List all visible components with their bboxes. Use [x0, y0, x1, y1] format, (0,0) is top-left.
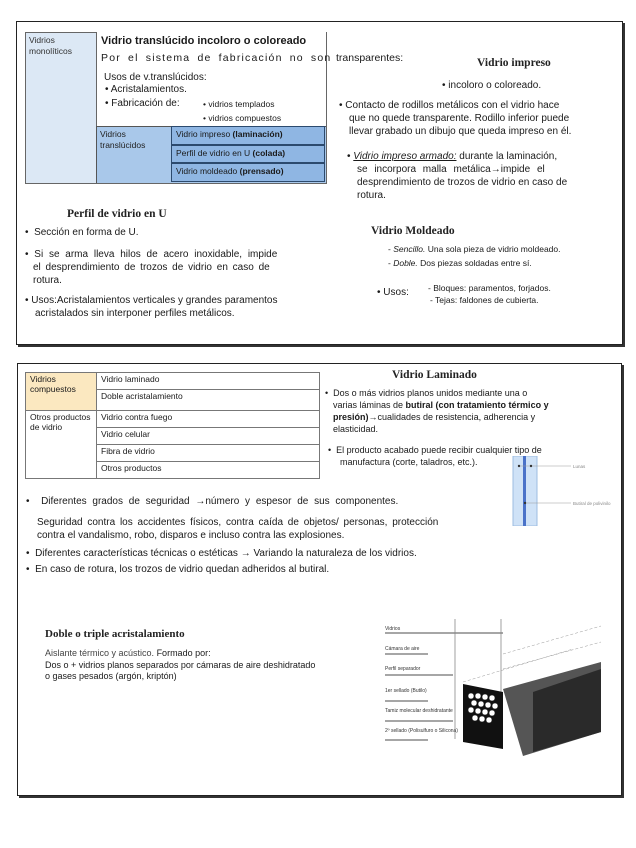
desiccant-bead: [482, 694, 488, 700]
table-row: Otros productos: [97, 462, 320, 479]
desiccant-bead: [489, 710, 495, 716]
diagram-label: Cámara de aire: [385, 646, 420, 652]
table-row: Vidrio contra fuego: [97, 411, 320, 428]
perfil-bullet: • Usos:Acristalamientos verticales y grandes paramentos acristalados sin interponer perfiles metálicos.: [25, 295, 278, 319]
impreso-armado: • Vidrio impreso armado: durante la laminación, se incorpora malla metálica→impide el desprendimiento de trozos de vidrio en caso de rotura.: [347, 151, 568, 201]
impreso-bullet: • Contacto de rodillos metálicos con el vidrio hace que no quede transparente. Rodillo inferior puede llevar grabado un dibujo que queda impreso en él.: [339, 100, 572, 137]
fabricacion-sub-item: • vidrios compuestos: [203, 113, 282, 123]
translucidos-label: Vidrios translúcidos: [100, 129, 146, 150]
table-row: Doble acristalamiento: [97, 390, 320, 411]
table-row: Vidrio laminado: [97, 373, 320, 390]
moldeado-usos-label: • Usos:: [377, 287, 409, 298]
doble-description: Aislante térmico y acústico. Formado por: Dos o + vidrios planos separados por cámaras de aire deshidratado o gases pesados (argón, kriptón): [45, 648, 316, 681]
desiccant-bead: [475, 708, 481, 714]
desiccant-bead: [478, 701, 484, 707]
table-row: Vidrio celular: [97, 428, 320, 445]
marker-dot: [518, 465, 520, 467]
desiccant-bead: [468, 707, 474, 713]
compuestos-table: [25, 372, 320, 479]
fabricacion-text: Por el sistema de fabricación no son: [101, 52, 332, 64]
fabricacion-text-cont: transparentes:: [336, 52, 404, 64]
impreso-title: Vidrio impreso: [477, 57, 551, 69]
table-row: Fibra de vidrio: [97, 445, 320, 462]
otros-label: Otros productos de vidrio: [26, 411, 97, 479]
slide-vidrios-compuestos: [17, 363, 622, 796]
perfil-title: Perfil de vidrio en U: [67, 208, 167, 220]
fabricacion-sub-item: • vidrios templados: [203, 99, 275, 109]
marker-dot: [524, 502, 526, 504]
perfil-bullet: • Sección en forma de U.: [25, 227, 139, 238]
desiccant-bead: [471, 700, 477, 706]
seguridad-bullet: • En caso de rotura, los trozos de vidrio quedan adheridos al butiral.: [26, 564, 330, 575]
perfil-bullet: • Si se arma lleva hilos de acero inoxidable, impide el desprendimiento de trozos de vidrio en caso de rotura.: [25, 249, 278, 286]
moldeado-item: - Doble. Dos piezas soldadas entre sí.: [388, 258, 532, 268]
glass-outline: [503, 626, 601, 654]
laminado-bullet: • Dos o más vidrios planos unidos mediante una o varias láminas de butiral (con tratamiento térmico y presión)→cualidades de resistencia, adherencia y elasticidad.: [325, 388, 549, 434]
diagram-label: Tamiz molecular deshidratante: [385, 708, 453, 714]
translucidos-row: Perfil de vidrio en U (colada): [171, 145, 325, 163]
monoliticos-label: Vidrios monolíticos: [29, 35, 72, 56]
laminated-glass-diagram: [511, 456, 611, 526]
desiccant-bead: [468, 693, 474, 699]
desiccant-bead: [472, 715, 478, 721]
desiccant-bead: [489, 695, 495, 701]
seguridad-bullet: • Diferentes características técnicas o estéticas → Variando la naturaleza de los vidrios.: [26, 548, 417, 559]
impreso-bullet: • incoloro o coloreado.: [442, 80, 542, 91]
compuestos-label: Vidrios compuestos: [26, 373, 97, 411]
moldeado-item: - Sencillo. Una sola pieza de vidrio moldeado.: [388, 244, 561, 254]
desiccant-bead: [485, 702, 491, 708]
translucido-title: Vidrio translúcido incoloro o coloreado: [101, 35, 307, 47]
desiccant-bead: [492, 703, 498, 709]
desiccant-bead: [486, 717, 492, 723]
laminado-bullet: • El producto acabado puede recibir cualquier tipo de manufactura (corte, taladros, etc.).: [328, 445, 542, 467]
seguridad-paragraph: Seguridad contra los accidentes físicos, contra caída de objetos/ personas, protección contra el vandalismo, robo, disparos e incluso contra las explosiones.: [37, 517, 439, 541]
butiral-layer: [523, 456, 526, 526]
desiccant-bead: [482, 709, 488, 715]
diagram-label: Lunas: [573, 464, 586, 469]
diagram-label: Butiral de polivinilo: [573, 501, 611, 506]
laminado-title: Vidrio Laminado: [392, 369, 477, 381]
usos-item: • Fabricación de:: [105, 98, 180, 109]
marker-dot: [530, 465, 532, 467]
seguridad-bullet: • Diferentes grados de seguridad →número y espesor de sus componentes.: [26, 496, 399, 507]
diagram-label: Perfil separador: [385, 666, 421, 672]
moldeado-title: Vidrio Moldeado: [371, 225, 455, 237]
moldeado-usos-item: - Tejas: faldones de cubierta.: [430, 295, 539, 305]
diagram-label: 2º sellado (Polisulfuro o Silicona): [385, 728, 458, 734]
diagram-label: 1er sellado (Butilo): [385, 688, 427, 694]
usos-item: • Acristalamientos.: [105, 84, 187, 95]
double-glazing-diagram: [383, 614, 608, 764]
desiccant-bead: [475, 693, 481, 699]
diagram-label: Vidrios: [385, 626, 401, 632]
doble-title: Doble o triple acristalamiento: [45, 628, 185, 640]
desiccant-bead: [479, 716, 485, 722]
slide-vidrios-monoliticos: [16, 21, 623, 345]
translucidos-row: Vidrio moldeado (prensado): [171, 163, 325, 182]
translucidos-row: Vidrio impreso (laminación): [171, 126, 325, 145]
moldeado-usos-item: - Bloques: paramentos, forjados.: [428, 283, 551, 293]
usos-title: Usos de v.translúcidos:: [104, 72, 207, 83]
